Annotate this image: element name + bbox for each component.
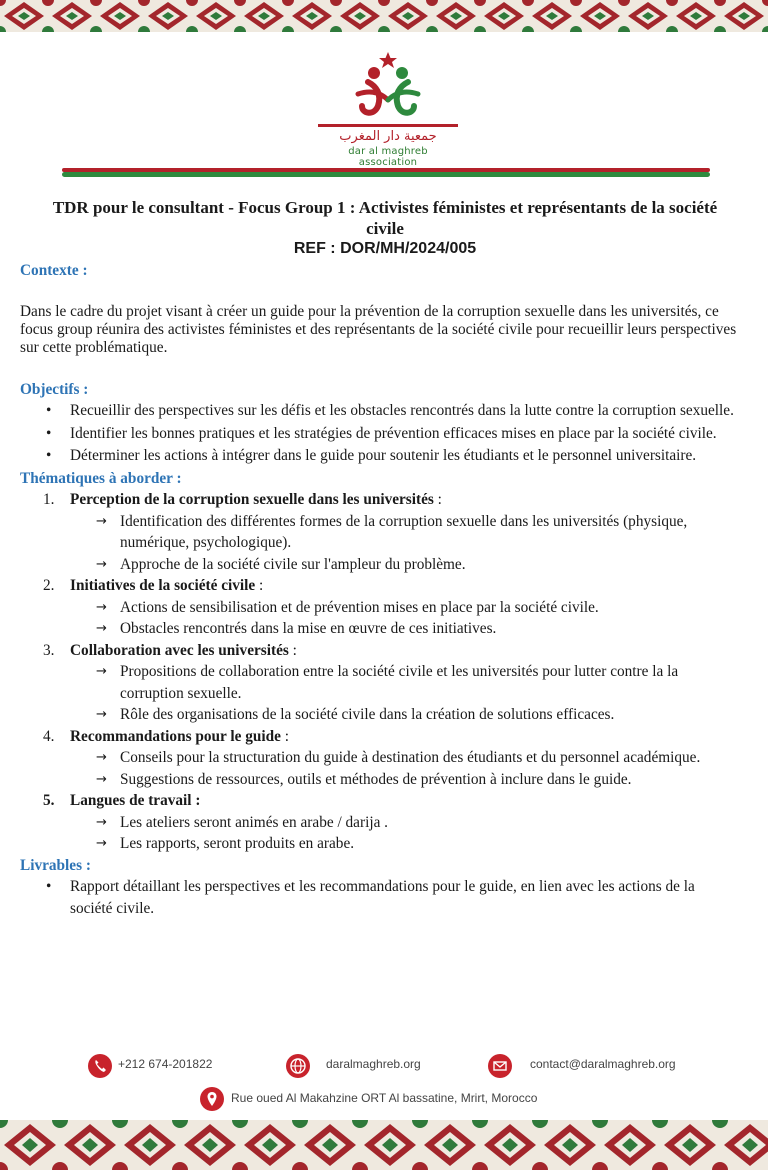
thematique-number: 1. [43, 491, 55, 508]
logo-arabic-text: جمعية دار المغرب [339, 129, 437, 144]
thematique-suffix: : [280, 727, 289, 745]
email-link[interactable]: contact@daralmaghreb.org [530, 1057, 676, 1071]
document-title: TDR pour le consultant - Focus Group 1 : Activistes féministes et représentants de la société civile [52, 198, 718, 238]
objectif-item: • Recueillir des perspectives sur les défis et les obstacles rencontrés dans la lutte contre la corruption sexuelle. [20, 400, 740, 422]
livrable-item: • Rapport détaillant les perspectives et les recommandations pour le guide, en lien avec les actions de la société civile. [20, 876, 740, 919]
thematique-title: Collaboration avec les universités [70, 641, 289, 659]
thematiques-heading: Thématiques à aborder : [20, 469, 182, 487]
phone-number: +212 674-201822 [118, 1057, 213, 1071]
globe-icon [286, 1054, 310, 1078]
thematique-title: Initiatives de la société civile [70, 577, 256, 594]
thematique-suffix: : [433, 491, 442, 508]
phone-icon [88, 1054, 112, 1078]
objectif-item: • Identifier les bonnes pratiques et les stratégies de prévention efficaces mises en place par la société civile. [20, 423, 740, 445]
thematique-number: 4. [43, 727, 55, 745]
sub-item: → Rôle des organisations de la société civile dans la création de solutions efficaces. [20, 704, 740, 726]
contexte-paragraph: Dans le cadre du projet visant à créer un guide pour la prévention de la corruption sexuelle dans les universités, ce focus group réunira des activistes féministes et des représentants de la société civile pour recueillir leurs perspectives sur cette problématique. [20, 302, 737, 356]
website-link[interactable]: daralmaghreb.org [326, 1057, 421, 1071]
thematique-number: 2. [43, 577, 55, 594]
objectifs-list [20, 400, 740, 467]
mail-icon [488, 1054, 512, 1078]
sub-item: → Suggestions de ressources, outils et méthodes de prévention à inclure dans le guide. [20, 769, 740, 791]
thematique-item [20, 640, 740, 726]
contexte-heading: Contexte : [20, 262, 88, 279]
thematique-item [20, 790, 740, 855]
thematique-number: 3. [43, 641, 55, 659]
header-divider-green [62, 172, 710, 177]
thematique-suffix: : [255, 577, 264, 594]
thematique-item [20, 726, 740, 791]
objectifs-heading: Objectifs : [20, 380, 89, 398]
thematique-item [20, 575, 740, 640]
sub-item: → Propositions de collaboration entre la société civile et les universités pour lutter contre la la corruption sexuelle. [20, 661, 740, 704]
thematiques-list [20, 489, 740, 855]
sub-item: → Approche de la société civile sur l'ampleur du problème. [20, 554, 740, 576]
sub-item: → Les rapports, seront produits en arabe. [20, 833, 740, 855]
top-decorative-band [0, 0, 768, 32]
sub-item: → Obstacles rencontrés dans la mise en œuvre de ces initiatives. [20, 618, 740, 640]
thematique-title: Recommandations pour le guide [70, 727, 281, 745]
thematique-title: Perception de la corruption sexuelle dans les universités [70, 491, 434, 508]
address-text: Rue oued Al Makahzine ORT Al bassatine, Mrirt, Morocco [231, 1091, 538, 1105]
livrables-list [20, 876, 740, 919]
livrables-heading: Livrables : [20, 856, 91, 874]
sub-item: → Les ateliers seront animés en arabe / darija . [20, 812, 740, 834]
bottom-decorative-band [0, 1120, 768, 1170]
document-reference: REF : DOR/MH/2024/005 [293, 240, 477, 257]
sub-item: → Actions de sensibilisation et de prévention mises en place par la société civile. [20, 597, 740, 619]
thematique-item [20, 489, 740, 575]
thematique-number: 5. [43, 792, 55, 809]
thematique-title: Langues de travail : [70, 792, 201, 809]
thematique-suffix: : [288, 641, 297, 659]
logo-english-text: dar al maghreb association [348, 146, 428, 168]
location-pin-icon [200, 1087, 224, 1111]
sub-item: → Conseils pour la structuration du guide à destination des étudiants et du personnel académique. [20, 747, 740, 769]
document-body [20, 260, 740, 920]
objectif-item: • Déterminer les actions à intégrer dans le guide pour soutenir les étudiants et le personnel universitaire. [20, 445, 740, 467]
sub-item: → Identification des différentes formes de la corruption sexuelle dans les universités (physique, numérique, psychologique). [20, 511, 740, 554]
